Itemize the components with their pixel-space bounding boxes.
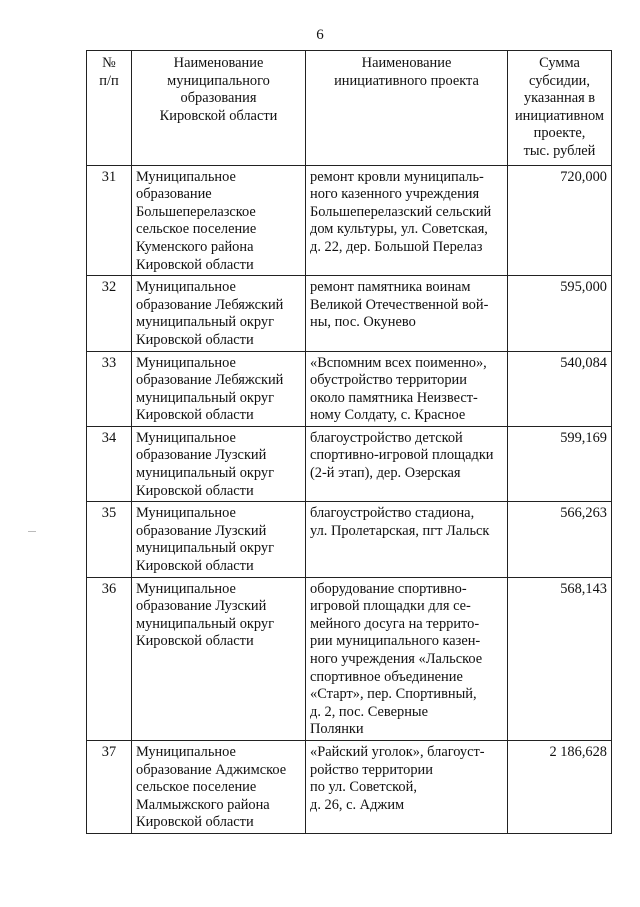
- row-municipality: Муниципальное образование Аджимское сельское поселение Малмыжского района Кировской области: [132, 740, 306, 833]
- table-row: [87, 165, 612, 276]
- row-number: 33: [87, 351, 132, 426]
- row-number: 34: [87, 426, 132, 501]
- row-sum: 720,000: [508, 165, 612, 276]
- row-municipality: Муниципальное образование Лузский муниципальный округ Кировской области: [132, 502, 306, 577]
- header-number: № п/п: [87, 51, 132, 166]
- table-row: [87, 426, 612, 501]
- row-number: 31: [87, 165, 132, 276]
- row-sum: 566,263: [508, 502, 612, 577]
- row-number: 36: [87, 577, 132, 740]
- subsidy-table: [86, 50, 612, 834]
- row-number: 37: [87, 740, 132, 833]
- row-number: 35: [87, 502, 132, 577]
- row-municipality: Муниципальное образование Большеперелазское сельское поселение Куменского района Кировской области: [132, 165, 306, 276]
- row-project: ремонт памятника воинам Великой Отечественной вой- ны, пос. Окунево: [306, 276, 508, 351]
- row-project: «Райский уголок», благоуст- ройство территории по ул. Советской, д. 26, с. Аджим: [306, 740, 508, 833]
- row-project: благоустройство детской спортивно-игровой площадки (2-й этап), дер. Озерская: [306, 426, 508, 501]
- table-body: [87, 165, 612, 833]
- row-sum: 595,000: [508, 276, 612, 351]
- header-project: Наименование инициативного проекта: [306, 51, 508, 166]
- row-municipality: Муниципальное образование Лузский муниципальный округ Кировской области: [132, 426, 306, 501]
- row-number: 32: [87, 276, 132, 351]
- header-municipality: Наименование муниципального образования Кировской области: [132, 51, 306, 166]
- header-row: [87, 51, 612, 166]
- row-municipality: Муниципальное образование Лебяжский муниципальный округ Кировской области: [132, 276, 306, 351]
- table-row: [87, 577, 612, 740]
- row-sum: 2 186,628: [508, 740, 612, 833]
- table-row: [87, 351, 612, 426]
- row-municipality: Муниципальное образование Лебяжский муниципальный округ Кировской области: [132, 351, 306, 426]
- table-row: [87, 502, 612, 577]
- row-sum: 540,084: [508, 351, 612, 426]
- row-sum: 599,169: [508, 426, 612, 501]
- table-header: [87, 51, 612, 166]
- row-project: ремонт кровли муниципаль- ного казенного учреждения Большеперелазский сельский дом культуры, ул. Советская, д. 22, дер. Большой Перелаз: [306, 165, 508, 276]
- header-sum: Сумма субсидии, указанная в инициативном проекте, тыс. рублей: [508, 51, 612, 166]
- table-row: [87, 276, 612, 351]
- page-number: 6: [316, 27, 324, 43]
- table-row: [87, 740, 612, 833]
- row-municipality: Муниципальное образование Лузский муниципальный округ Кировской области: [132, 577, 306, 740]
- row-project: «Вспомним всех поименно», обустройство территории около памятника Неизвест- ному Солдату, с. Красное: [306, 351, 508, 426]
- row-sum: 568,143: [508, 577, 612, 740]
- margin-mark: [28, 531, 36, 532]
- row-project: благоустройство стадиона, ул. Пролетарская, пгт Лальск: [306, 502, 508, 577]
- row-project: оборудование спортивно- игровой площадки для се- мейного досуга на террито- рии муниципального казен- ного учреждения «Лальское спортивное объединение «Старт», пер. Спортивный, д. 2, пос. Северные Полянки: [306, 577, 508, 740]
